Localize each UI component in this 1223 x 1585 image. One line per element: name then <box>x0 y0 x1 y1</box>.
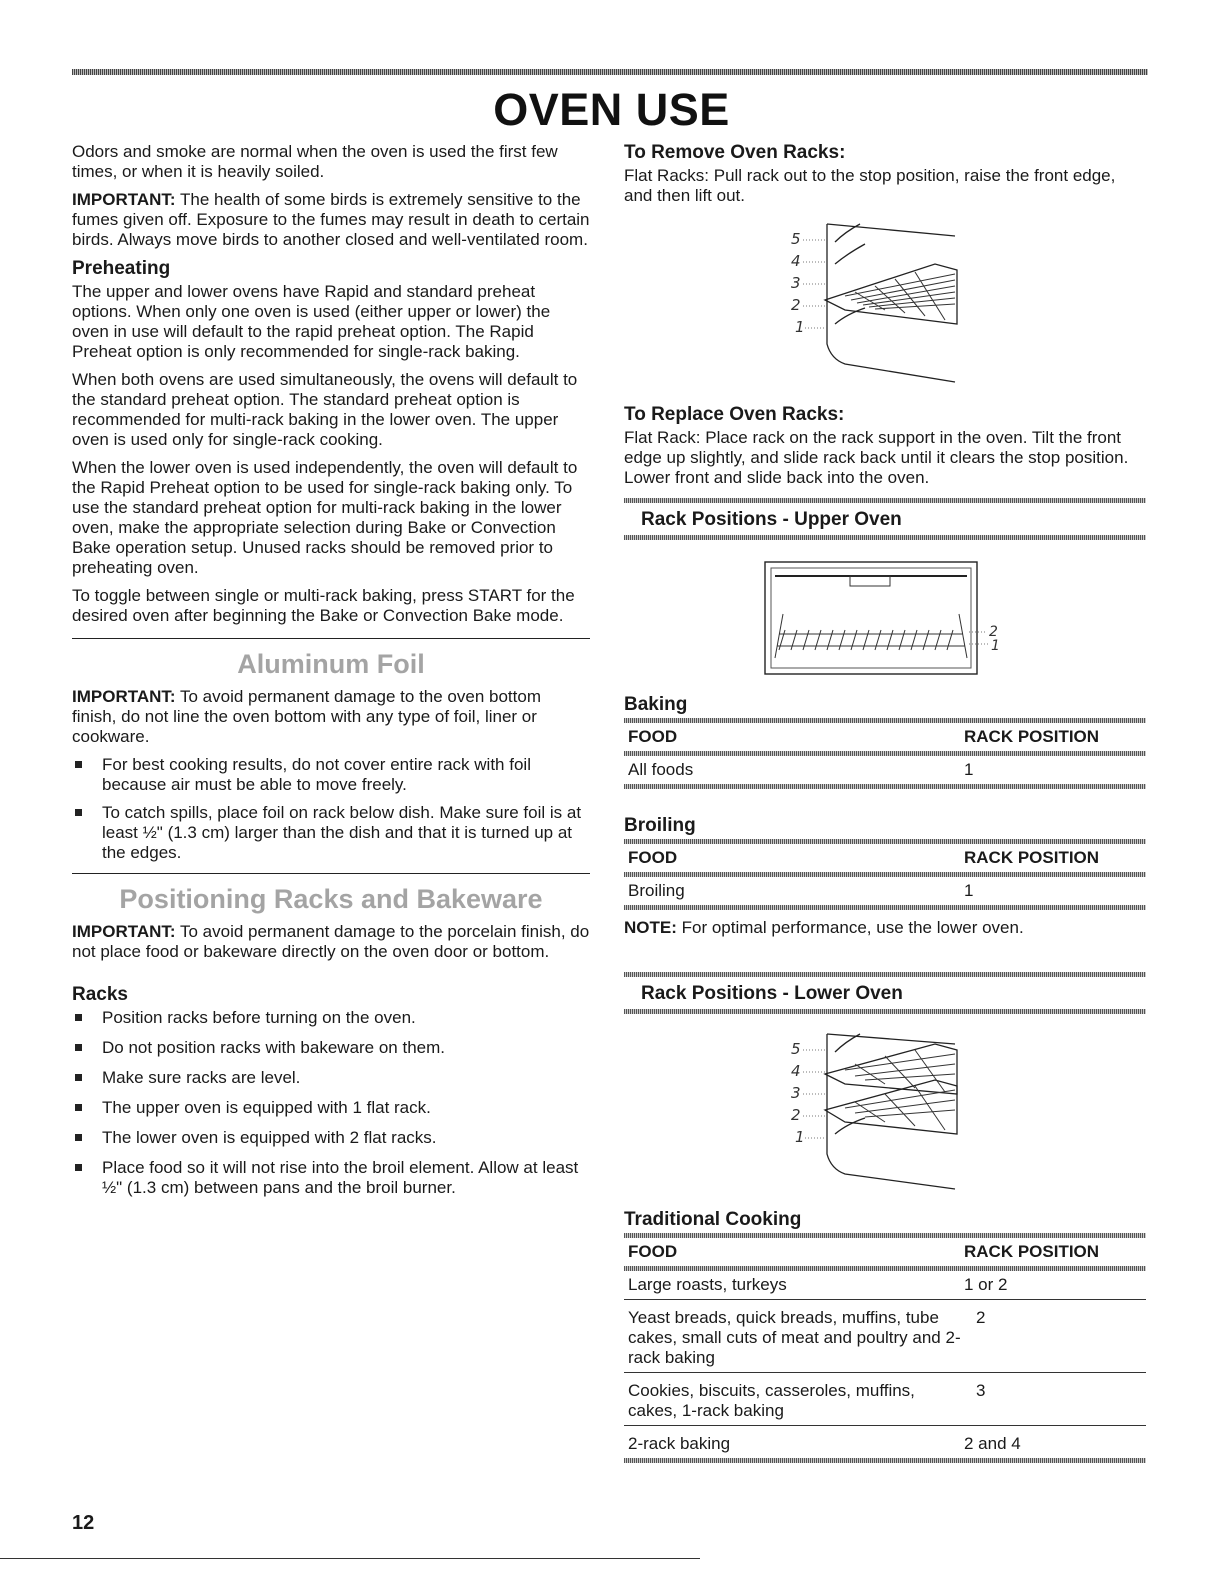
hatch-rule <box>624 1009 1146 1014</box>
list-item: Place food so it will not rise into the broil element. Allow at least ½" (1.3 cm) between pans and the broil burner. <box>72 1158 590 1198</box>
bottom-rule <box>0 1558 700 1559</box>
positioning-important <box>72 922 590 962</box>
list-item: The lower oven is equipped with 2 flat racks. <box>72 1128 590 1148</box>
rack-label: 1 <box>991 638 1000 654</box>
page-number: 12 <box>72 1512 95 1534</box>
rack-label: 3 <box>791 1084 801 1102</box>
section-divider <box>72 873 590 874</box>
table-row <box>624 1426 1146 1458</box>
foil-important-text: To avoid permanent damage to the oven bottom finish, do not line the oven bottom with any type of foil, liner or cookware. <box>72 687 541 746</box>
racks-heading: Racks <box>72 984 128 1005</box>
hatch-rule <box>624 905 1146 910</box>
column-header: FOOD <box>628 848 678 867</box>
birds-warning <box>72 190 590 250</box>
table-cell: All foods <box>628 760 694 779</box>
table-row <box>624 877 1146 905</box>
rack-label: 4 <box>791 1062 801 1080</box>
rack-label: 5 <box>791 230 801 248</box>
top-decorative-bar <box>72 69 1148 75</box>
table-header-row <box>624 723 1146 751</box>
important-label: IMPORTANT: <box>72 922 176 941</box>
preheating-paragraph: The upper and lower ovens have Rapid and standard preheat options. When only one oven is used (either upper or lower) the oven in use will default to the rapid preheat option. The Rapid Preheat option is only recommended for single-rack baking. <box>72 282 551 361</box>
list-item: Make sure racks are level. <box>72 1068 590 1088</box>
table-row <box>624 1271 1146 1299</box>
preheating-paragraph: To toggle between single or multi-rack baking, press START for the desired oven after beginning the Bake or Convection Bake mode. <box>72 586 575 625</box>
preheating-paragraph: When the lower oven is used independently, the oven will default to the Rapid Preheat option to be used for single-rack baking only. To use the standard preheat option for multi-rack baking in the lower oven, make the appropriate selection during Bake or Convection Bake operation setup. Unused racks should be removed prior to preheating oven. <box>72 458 578 577</box>
rack-label: 3 <box>791 274 801 292</box>
table-cell: 1 <box>964 881 974 900</box>
important-label: IMPORTANT: <box>72 687 176 706</box>
remove-racks-text: Flat Racks: Pull rack out to the stop position, raise the front edge, and then lift out. <box>624 166 1116 205</box>
table-cell: 1 <box>964 760 974 779</box>
column-header: RACK POSITION <box>964 848 1100 867</box>
foil-bullet-list <box>72 755 590 863</box>
page-title: OVEN USE <box>493 84 730 135</box>
note-text: For optimal performance, use the lower oven. <box>676 918 1024 937</box>
column-header: RACK POSITION <box>964 727 1100 746</box>
list-item: For best cooking results, do not cover entire rack with foil because air must be able to move freely. <box>72 755 590 795</box>
table-cell: Broiling <box>628 881 685 900</box>
table-header-row <box>624 1238 1146 1266</box>
positioning-important-text: To avoid permanent damage to the porcelain finish, do not place food or bakeware directly on the oven door or bottom. <box>72 922 590 961</box>
rack-label: 2 <box>989 624 998 640</box>
list-item: The upper oven is equipped with 1 flat rack. <box>72 1098 590 1118</box>
rack-label: 5 <box>791 1040 801 1058</box>
rack-label: 1 <box>795 1128 805 1146</box>
remove-racks-heading: To Remove Oven Racks: <box>624 142 846 163</box>
table-cell: 2 <box>976 1308 986 1327</box>
preheating-paragraph: When both ovens are used simultaneously, the ovens will default to the standard preheat option. The standard preheat option is recommended for multi-rack baking in the lower oven. The upper oven is used only for single-rack cooking. <box>72 370 578 449</box>
replace-racks-text: Flat Rack: Place rack on the rack support in the oven. Tilt the front edge up slightly, and slide rack back until it clears the stop position. Lower front and slide back into the oven. <box>624 428 1129 487</box>
left-column <box>72 142 590 1206</box>
table-cell: Large roasts, turkeys <box>628 1275 787 1294</box>
upper-oven-rack-illustration <box>755 554 1015 684</box>
column-header: FOOD <box>628 727 678 746</box>
table-cell: Cookies, biscuits, casseroles, muffins, cakes, 1-rack baking <box>628 1381 915 1420</box>
section-divider <box>72 638 590 639</box>
replace-racks-heading: To Replace Oven Racks: <box>624 404 845 425</box>
birds-warning-text: The health of some birds is extremely sensitive to the fumes given off. Exposure to the fumes may result in death to certain birds. Always move birds to another closed and well-ventilated room. <box>72 190 590 249</box>
table-cell: 2 and 4 <box>964 1434 1021 1453</box>
table-row <box>624 756 1146 784</box>
hatch-rule <box>624 535 1146 540</box>
broiling-table-title: Broiling <box>624 815 696 836</box>
positioning-title: Positioning Racks and Bakeware <box>119 884 543 914</box>
preheating-heading: Preheating <box>72 258 171 279</box>
rack-label: 4 <box>791 252 801 270</box>
table-row <box>624 1300 1146 1372</box>
column-header: FOOD <box>628 1242 678 1261</box>
traditional-cooking-title: Traditional Cooking <box>624 1209 802 1230</box>
list-item: Position racks before turning on the oven. <box>72 1008 590 1028</box>
aluminum-foil-title: Aluminum Foil <box>237 649 425 679</box>
racks-bullet-list <box>72 1008 590 1198</box>
hatch-rule <box>624 1458 1146 1463</box>
rack-label: 2 <box>791 296 801 314</box>
note-label: NOTE: <box>624 918 677 937</box>
rack-removal-illustration <box>785 214 985 394</box>
upper-oven-note <box>624 918 1146 938</box>
rack-label: 1 <box>795 318 805 336</box>
table-cell: 1 or 2 <box>964 1275 1008 1294</box>
list-item: To catch spills, place foil on rack below dish. Make sure foil is at least ½" (1.3 cm) larger than the dish and that it is turned up at the edges. <box>72 803 590 863</box>
table-header-row <box>624 844 1146 872</box>
upper-oven-heading: Rack Positions - Upper Oven <box>641 509 902 530</box>
rack-label: 2 <box>791 1106 801 1124</box>
column-header: RACK POSITION <box>964 1242 1100 1261</box>
baking-table-title: Baking <box>624 694 688 715</box>
table-cell: Yeast breads, quick breads, muffins, tube cakes, small cuts of meat and poultry and 2-rack baking <box>628 1308 961 1367</box>
table-cell: 2-rack baking <box>628 1434 731 1453</box>
odors-paragraph: Odors and smoke are normal when the oven is used the first few times, or when it is heavily soiled. <box>72 142 558 181</box>
table-cell: 3 <box>976 1381 986 1400</box>
table-row <box>624 1373 1146 1425</box>
right-column <box>624 142 1146 1463</box>
lower-oven-rack-illustration <box>785 1024 985 1199</box>
foil-important <box>72 687 590 747</box>
important-label: IMPORTANT: <box>72 190 176 209</box>
list-item: Do not position racks with bakeware on them. <box>72 1038 590 1058</box>
lower-oven-heading: Rack Positions - Lower Oven <box>641 983 903 1004</box>
